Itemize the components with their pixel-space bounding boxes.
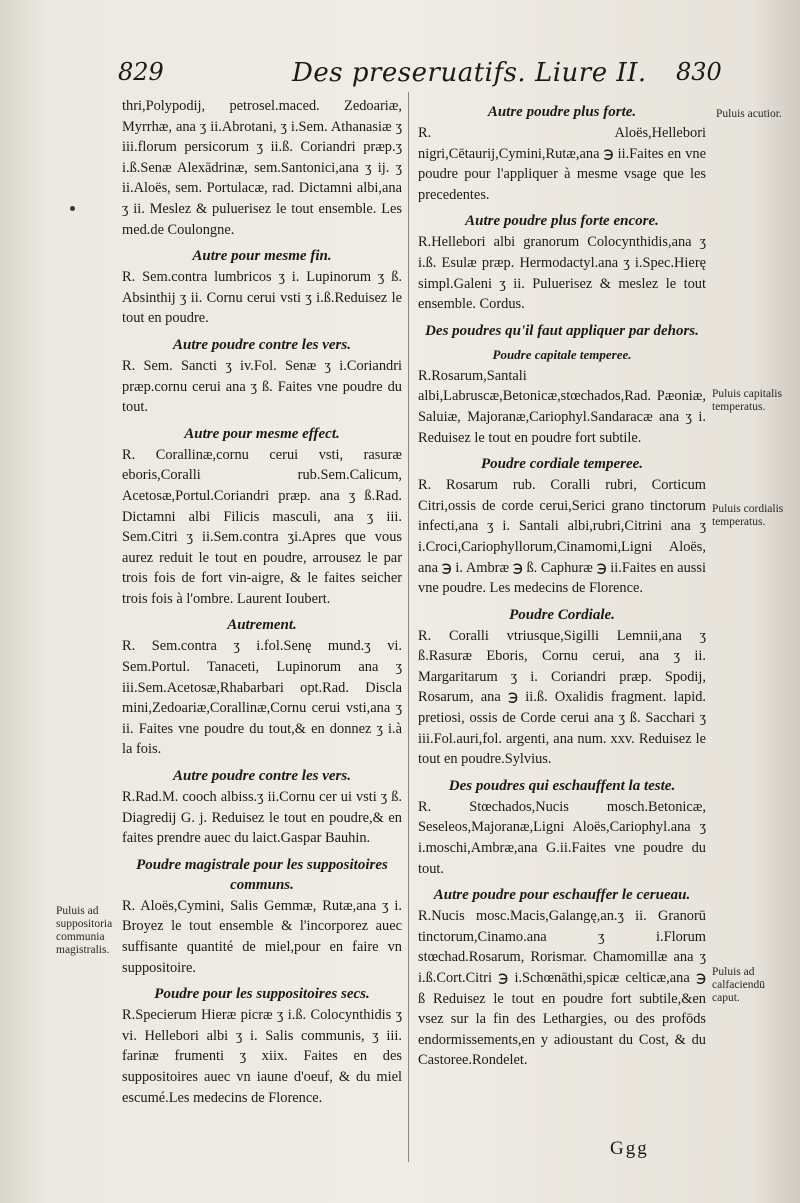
section-heading: Autre pour mesme fin. [192, 248, 332, 265]
section-heading: Autre poudre pour eschauffer le cerueau. [433, 887, 691, 904]
right-page-number: 830 [676, 58, 722, 86]
section-heading: Poudre pour les suppositoires secs. [154, 986, 370, 1003]
column-divider [408, 92, 409, 1162]
left-page-number: 829 [118, 58, 164, 86]
section-subheading: Poudre capitale temperee. [492, 346, 632, 362]
paragraph: R. Corallinæ,cornu cerui vsti, rasuræ eboris,Coralli rub.Sem.Calicum, Acetosæ,Portul.Coriandri præp. ana ʒ ß.Rad. Dictamni albi Filicis masculi, ana ʒ iii. Sem.Citri ʒ ii.Sem.contra ʒi.Apres que vous aurez reduit le tout en poudre, arrousez le par trois fois de fort vin-aigre, & le faites seicher trois fois à l'ombre. Laurent Ioubert. [122, 446, 402, 607]
paragraph: R. Sem.contra lumbricos ʒ i. Lupinorum ʒ ß. Absinthij ʒ ii. Cornu cerui vsti ʒ i.ß.Reduisez le tout en poudre. [122, 269, 402, 327]
paragraph: R. Sem. Sancti ʒ iv.Fol. Senæ ʒ i.Coriandri præp.cornu cerui ana ʒ ß. Faites vne poudre du tout. [122, 357, 402, 416]
margin-note-suppositoria: Puluis ad suppositoria communia magistralis. [56, 905, 113, 956]
paragraph: R.Rosarum,Santali albi,Labruscæ,Betonicæ,stœchados,Rad. Pæoniæ, Saluiæ, Majoranæ,Cariophyl.Sandaracæ ana ʒ i. Reduisez le tout en poudre fort subtile. [418, 367, 706, 446]
running-title: Des preseruatifs. Liure II. [292, 58, 647, 88]
paragraph: R. Coralli vtriusque,Sigilli Lemnii,ana ʒ ß.Rasuræ Eboris, Cornu cerui, ana ʒ ii. Margaritarum ʒ i. Coriandri præp. Spodij, Rosarum, ana ℈ ii.ß. Oxalidis fragment. lapid. pretiosi, ossis de Corde cerui ana ʒ ß. Sacchari ʒ iii.Fol.auri,fol. argenti, ana num. xxv. Reduisez le tout en poudre.Sylvius. [418, 627, 706, 768]
section-heading: Autre poudre plus forte. [487, 104, 637, 120]
section-heading: Autre poudre contre les vers. [173, 768, 351, 785]
paragraph: R. Sem.contra ʒ i.fol.Senę mund.ʒ vi. Sem.Portul. Tanaceti, Lupinorum ana ʒ iii.Sem.Acetosæ,Rhabarbari opt.Rad. Discla mini,Zedoariæ,Corallinæ,Cornu cerui vsti,ana ʒ ii. Faites vne poudre du tout,& en donnez ʒ i.à la fois. [122, 638, 402, 758]
catchword: Ggg [610, 1138, 649, 1159]
paragraph: R. Aloës,Cymini, Salis Gemmæ, Rutæ,ana ʒ i. Broyez le tout ensemble & l'incorporez auec suffisante quantité de miel,pour en faire vn suppositoire. [122, 897, 402, 976]
margin-note-capitalis: Puluis capitalis temperatus. [712, 388, 782, 413]
paragraph: R. Rosarum rub. Coralli rubri, Corticum Citri,ossis de corde cerui,Serici grano tinctorum infecti,ana ʒ i. Santali albi,rubri,Citrini ana ʒ i.Croci,Cariophyllorum,Cinamomi,Ligni Aloës, ana ℈ i. Ambræ ℈ ß. Caphuræ ℈ ii.Faites en aussi vne poudre. Les medecins de Florence. [418, 477, 706, 597]
right-column [418, 96, 706, 1156]
section-heading: Poudre cordiale temperee. [480, 456, 644, 473]
section-heading: Poudre magistrale pour les suppositoires communs. [136, 856, 388, 893]
paragraph: R.Nucis mosc.Macis,Galangę,an.ʒ ii. Granorū tinctorum,Cinamo.ana ʒ i.Florum stœchad.Rosarum, Rorismar. Chamomillæ ana ʒ i.ß.Cort.Citri ℈ i.Schœnāthi,spicæ celticæ,ana ℈ ß Reduisez le tout en poudre fort subtile,&en vsez sur la fin des Lethargies, ou des profōds endormissements,en y adioustant du Cost, & du Castoree.Rondelet. [418, 908, 706, 1069]
section-heading: Autre pour mesme effect. [184, 425, 340, 442]
paragraph: R. Stœchados,Nucis mosch.Betonicæ, Seseleos,Majoranæ,Ligni Aloës,Cariophyl.ana ʒ i.moschi,Ambræ,ana G.ii.Faites vne poudre du tout. [418, 798, 706, 877]
paragraph: thri,Polypodij, petrosel.maced. Zedoariæ, Myrrhæ, ana ʒ ii.Abrotani, ʒ i.Sem. Athanasiæ ʒ iii.florum persicorum ʒ ii.ß. Coriandri præp.ʒ i.ß.Senæ Alexādrinæ, sem.Santonici,ana ʒ ij. ʒ ii.Aloës, sem. Portulacæ, rad. Dictamni albi,ana ʒ ii. Meslez & puluerisez le tout ensemble. Les med.de Coulongne. [122, 98, 402, 238]
section-heading: Autre poudre plus forte encore. [465, 213, 659, 230]
paragraph: R.Hellebori albi granorum Colocynthidis,ana ʒ i.ß. Esulæ præp. Hermodactyl.ana ʒ i.Spec.Hierę simpl.Galeni ʒ ii. Puluerisez & meslez le tout ensemble. Cordus. [418, 234, 706, 313]
section-heading: Des poudres qui eschauffent la teste. [448, 777, 676, 794]
margin-note-calfaciendum: Puluis ad calfaciendū caput. [712, 966, 765, 1004]
paragraph: R.Rad.M. cooch albiss.ʒ ii.Cornu cer ui vsti ʒ ß. Diagredij G. j. Reduisez le tout en poudre,& en faites prendre auec du laict.Gaspar Bauhin. [122, 789, 402, 847]
running-header [0, 58, 800, 94]
section-heading: Poudre Cordiale. [509, 606, 615, 623]
section-heading: Autrement. [227, 617, 297, 634]
section-heading: Autre poudre contre les vers. [173, 336, 351, 353]
paragraph: R.Specierum Hieræ picræ ʒ i.ß. Colocynthidis ʒ vi. Hellebori albi ʒ i. Salis communis, ʒ iii. farinæ frumenti ʒ xiix. Faites en des suppositoires auec vn iaune d'oeuf, & du miel escumé.Les medecins de Florence. [122, 1007, 402, 1106]
left-column [122, 96, 402, 1156]
section-heading: Des poudres qu'il faut appliquer par dehors. [425, 322, 699, 339]
paragraph: R. Aloës,Hellebori nigri,Cētaurij,Cymini,Rutæ,ana ℈ ii.Faites en vne poudre pour l'appliquer à mesme vsage que les precedentes. [418, 125, 706, 203]
ink-spot [70, 206, 75, 211]
margin-note-cordialis: Puluis cordialis temperatus. [712, 503, 784, 528]
margin-note-acutior: Puluis acutior. [716, 108, 782, 120]
